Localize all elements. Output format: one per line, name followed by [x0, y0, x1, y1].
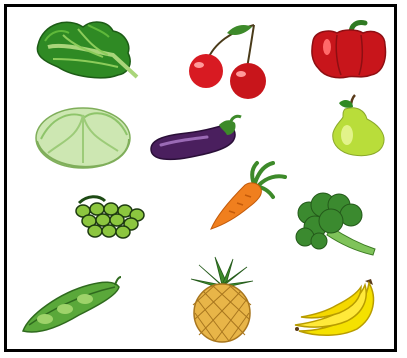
broccoli-image: [295, 193, 381, 259]
lettuce-image: [33, 15, 143, 85]
eggplant-image: [147, 115, 242, 165]
pea-pod-image: [19, 275, 121, 337]
picture-frame: [4, 4, 397, 352]
red-bell-pepper-image: [307, 19, 389, 81]
green-grapes-image: [69, 193, 149, 243]
pineapple-image: [189, 255, 255, 343]
cherries-image: [182, 23, 277, 98]
bananas-image: [291, 277, 381, 339]
carrot-image: [207, 163, 287, 233]
cabbage-image: [33, 105, 133, 171]
pear-image: [325, 93, 389, 159]
